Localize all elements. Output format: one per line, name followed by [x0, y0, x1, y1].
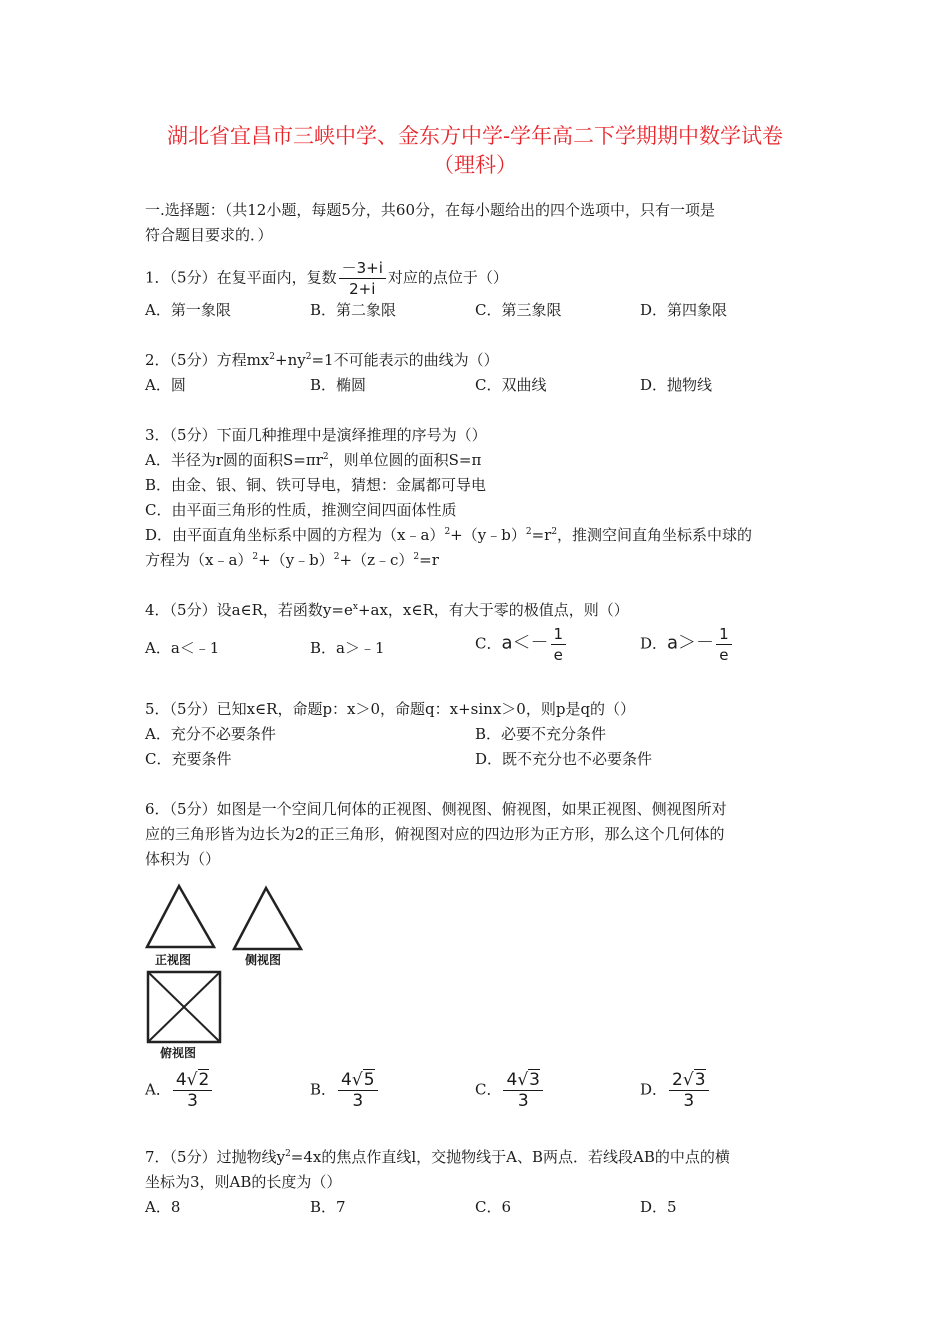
top-view-caption: 俯视图	[160, 1046, 197, 1060]
q7-option-b: B．7	[310, 1198, 346, 1216]
q3-option-b: B．由金、银、铜、铁可导电，猜想：金属都可导电	[145, 476, 487, 494]
q3-option-d-cont: 方程为（x﹣a）$^2$+（y﹣b）$^2$+（z﹣c）$^2$=r	[145, 551, 439, 569]
q7-option-a: A．8	[145, 1198, 181, 1216]
exam-title-line1: 湖北省宜昌市三峡中学、金东方中学-学年高二下学期期中数学试卷	[166, 124, 784, 148]
q1-option-d: D．第四象限	[640, 301, 728, 319]
q3-option-a: A．半径为r圆的面积$S=\pi r^2$，则单位圆的面积S=π	[145, 451, 482, 469]
q4-option-c: C．a＜－ $\frac{1}{e}$	[475, 624, 568, 665]
q5-option-b: B．必要不充分条件	[475, 725, 607, 743]
section-heading-cont: 符合题目要求的．）	[145, 226, 273, 244]
q5-option-a: A．充分不必要条件	[145, 725, 276, 743]
question-7-stem-2: 坐标为3，则AB的长度为（）	[145, 1173, 342, 1191]
q6-option-a: A． $\frac{4√2}{3}$	[145, 1070, 214, 1111]
side-view-caption: 侧视图	[245, 953, 282, 967]
q1-option-a: A．第一象限	[145, 301, 231, 319]
q5-option-c: C．充要条件	[145, 750, 232, 768]
q1-option-b: B．第二象限	[310, 301, 397, 319]
question-6-stem-2: 应的三角形皆为边长为2的正三角形，俯视图对应的四边形为正方形，那么这个几何体的	[145, 825, 725, 843]
q3-option-d: D．由平面直角坐标系中圆的方程为$(x﹣a)^2+(y﹣b)^2=r^2$，推测空间直角坐标系中球的	[145, 526, 753, 544]
q7-option-d: D．5	[640, 1198, 677, 1216]
q2-option-b: B．椭圆	[310, 376, 367, 394]
q6-option-d: D． $\frac{2√3}{3}$	[640, 1070, 711, 1111]
front-view-caption: 正视图	[155, 953, 192, 967]
question-3-stem: 3．（5分）下面几种推理中是演绎推理的序号为（）	[145, 426, 487, 444]
q4-option-b: B．a＞﹣1	[310, 639, 385, 657]
q5-option-d: D．既不充分也不必要条件	[475, 750, 653, 768]
question-1-stem: 1．（5分）在复平面内，复数 $\frac{-3+i}{2+i}$ 对应的点位于（）	[145, 259, 508, 298]
question-6-stem-3: 体积为（）	[145, 850, 221, 868]
q4-option-a: A．a＜﹣1	[145, 639, 220, 657]
q6-option-b: B． $\frac{4√5}{3}$	[310, 1070, 380, 1111]
q2-option-d: D．抛物线	[640, 376, 713, 394]
complex-fraction: $\frac{-3+i}{2+i}$	[339, 258, 386, 299]
exam-title-line2: （理科）	[433, 153, 517, 177]
q6-option-c: C． $\frac{4√3}{3}$	[475, 1070, 545, 1111]
question-6-stem: 6．（5分）如图是一个空间几何体的正视图、侧视图、俯视图，如果正视图、侧视图所对	[145, 800, 727, 818]
exam-title	[100, 122, 850, 180]
side-view-triangle	[234, 888, 301, 949]
q3-option-c: C．由平面三角形的性质，推测空间四面体性质	[145, 501, 457, 519]
q2-option-a: A．圆	[145, 376, 186, 394]
question-2-stem: 2．（5分）方程$mx^2+ny^2=1$不可能表示的曲线为（）	[145, 351, 499, 369]
front-view-triangle	[147, 886, 214, 947]
question-7-stem: 7．（5分）过抛物线$y^2=4x$的焦点作直线l，交抛物线于A、B两点．若线段AB的中点的横	[145, 1148, 730, 1166]
q1-option-c: C．第三象限	[475, 301, 562, 319]
question-4-stem: 4．（5分）设a∈R，若函数$y=e^x+ax$，x∈R，有大于零的极值点，则（）	[145, 601, 629, 619]
q2-option-c: C．双曲线	[475, 376, 547, 394]
q4-option-d: D．a＞－ $\frac{1}{e}$	[640, 624, 734, 665]
section-heading: 一.选择题：（共12小题，每题5分，共60分，在每小题给出的四个选项中，只有一项是	[145, 201, 715, 219]
q7-option-c: C．6	[475, 1198, 512, 1216]
question-5-stem: 5．（5分）已知x∈R，命题p：x＞0，命题q：x+sinx＞0，则p是q的（）	[145, 700, 636, 718]
